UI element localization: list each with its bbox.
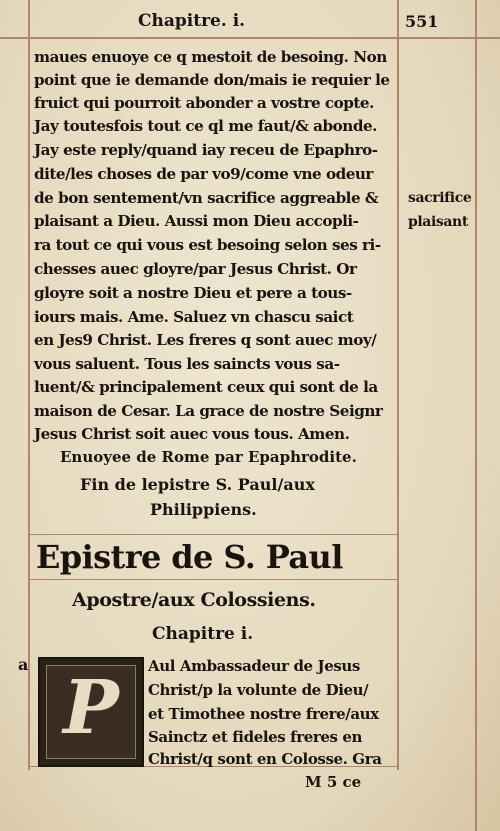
- signature-mark: M 5 ce: [305, 773, 362, 791]
- epistle-title: Epistre de S. Paul: [36, 538, 343, 576]
- outer-right-rule: [475, 0, 477, 831]
- text-line: Jay este reply/quand iay receu de Epaphro-: [34, 141, 378, 159]
- text-line: dite/les choses de par vo9/come vne odeur: [34, 165, 373, 183]
- text-line: en Jes9 Christ. Les freres q sont auec moy/: [34, 331, 377, 349]
- initial-text-line: et Timothee nostre frere/aux: [148, 705, 379, 723]
- chapter-heading: Chapitre i.: [152, 624, 254, 644]
- initial-text-line: Aul Ambassadeur de Jesus: [148, 657, 360, 675]
- text-line: vous saluent. Tous les saincts vous sa-: [34, 355, 340, 373]
- initial-text-line: Christ/p la volunte de Dieu/: [148, 681, 369, 699]
- colophon-line: Enuoyee de Rome par Epaphrodite.: [60, 448, 357, 466]
- text-line: ra tout ce qui vous est besoing selon ses ri-: [34, 236, 381, 254]
- text-right-rule: [397, 0, 399, 770]
- top-rule: [0, 37, 500, 39]
- text-line: Jesus Christ soit auec vous tous. Amen.: [34, 425, 350, 443]
- initial-text-line: Sainctz et fideles freres en: [148, 728, 363, 746]
- text-line: iours mais. Ame. Saluez vn chascu saict: [34, 308, 354, 326]
- text-line: maison de Cesar. La grace de nostre Seignr: [34, 402, 383, 420]
- verse-marker: a: [18, 655, 29, 674]
- colophon-line: Philippiens.: [150, 500, 257, 519]
- text-line: Jay toutesfois tout ce ql me faut/& abonde.: [34, 117, 377, 135]
- running-head: Chapitre. i.: [138, 11, 246, 31]
- text-line: gloyre soit a nostre Dieu et pere a tous-: [34, 284, 352, 302]
- text-line: plaisant a Dieu. Aussi mon Dieu accopli-: [34, 212, 359, 230]
- decorated-initial: P: [38, 657, 144, 767]
- colophon-line: Fin de lepistre S. Paul/aux: [80, 475, 315, 494]
- margin-note: plaisant: [408, 214, 468, 230]
- margin-note: sacrifice: [408, 190, 472, 206]
- text-line: fruict qui pourroit abonder a vostre copte.: [34, 94, 374, 112]
- text-line: maues enuoye ce q mestoit de besoing. Non: [34, 48, 387, 66]
- title-top-rule: [30, 534, 397, 535]
- epistle-subtitle: Apostre/aux Colossiens.: [72, 589, 316, 611]
- title-bottom-rule: [30, 579, 397, 580]
- text-line: de bon sentement/vn sacrifice aggreable &: [34, 189, 379, 207]
- text-line: luent/& principalement ceux qui sont de la: [34, 378, 378, 396]
- text-line: chesses auec gloyre/par Jesus Christ. Or: [34, 260, 357, 278]
- initial-text-line: Christ/q sont en Colosse. Gra: [148, 750, 382, 768]
- folio-number: 551: [405, 12, 439, 31]
- text-line: point que ie demande don/mais ie requier le: [34, 71, 390, 89]
